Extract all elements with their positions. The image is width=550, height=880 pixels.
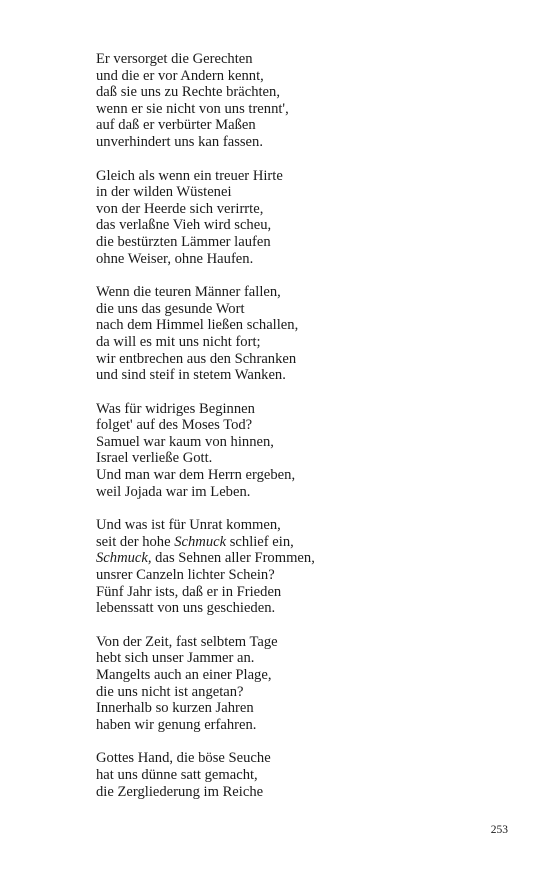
verse-line: Mangelts auch an einer Plage, (96, 667, 272, 683)
verse-segment: seit der hohe (96, 533, 175, 550)
poem-text (96, 51, 516, 817)
stanza (96, 634, 516, 734)
stanza (96, 51, 516, 151)
italic-name: Schmuck (174, 533, 227, 550)
verse-line: in der wilden Wüstenei (96, 184, 232, 201)
verse-line: nach dem Himmel ließen schallen, (96, 317, 299, 334)
verse-line: wir entbrechen aus den Schranken (96, 350, 297, 367)
stanza (96, 401, 516, 501)
stanza (96, 750, 516, 800)
verse-line: wenn er sie nicht von uns trennt', (96, 100, 289, 117)
verse-line (96, 584, 516, 601)
verse-line: folget' auf des Moses Tod? (96, 417, 253, 434)
verse-line (96, 517, 516, 534)
italic-name: Schmuck, (96, 550, 152, 567)
verse-segment: Und was ist für Unrat kommen, (96, 517, 281, 534)
stanza (96, 168, 516, 268)
verse-line (96, 567, 516, 584)
verse-segment: lebenssatt von uns geschieden. (96, 600, 276, 617)
verse-line: ohne Weiser, ohne Haufen. (96, 250, 254, 267)
verse-line: da will es mit uns nicht fort; (96, 333, 261, 350)
verse-line: Und man war dem Herrn ergeben, (96, 467, 296, 484)
verse-line: das verlaßne Vieh wird scheu, (96, 217, 272, 234)
verse-line: Innerhalb so kurzen Jahren (96, 700, 254, 717)
verse-line: hat uns dünne satt gemacht, (96, 766, 258, 783)
verse-line: Er versorget die Gerechten (96, 51, 253, 67)
verse-line: die uns das gesunde Wort (96, 300, 245, 317)
verse-line: Gleich als wenn ein treuer Hirte (96, 167, 283, 184)
verse-line: unverhindert uns kan fassen. (96, 133, 263, 150)
verse-line: und sind steif in stetem Wanken. (96, 367, 286, 384)
verse-line: und die er vor Andern kennt, (96, 67, 264, 84)
stanza (96, 517, 516, 617)
verse-line: daß sie uns zu Rechte brächten, (96, 84, 280, 101)
verse-line: haben wir genung erfahren. (96, 716, 257, 733)
verse-line: die uns nicht ist angetan? (96, 683, 244, 700)
verse-line: Von der Zeit, fast selbtem Tage (96, 633, 278, 650)
verse-line: weil Jojada war im Leben. (96, 483, 251, 500)
page-number: 253 (490, 824, 508, 836)
verse-line: Wenn die teuren Männer fallen, (96, 284, 281, 301)
verse-line (96, 534, 516, 551)
verse-line: Israel verließe Gott. (96, 450, 213, 467)
verse-segment: unsrer Canzeln lichter Schein? (96, 567, 275, 584)
verse-line: auf daß er verbürter Maßen (96, 117, 256, 134)
stanza (96, 284, 516, 384)
verse-line: hebt sich unser Jammer an. (96, 650, 255, 667)
verse-segment: Fünf Jahr ists, daß er in Frieden (96, 583, 282, 600)
verse-segment: schlief ein, (226, 533, 294, 550)
verse-line: die bestürzten Lämmer laufen (96, 233, 271, 250)
verse-line: Was für widriges Beginnen (96, 400, 255, 417)
verse-line: Samuel war kaum von hinnen, (96, 433, 274, 450)
verse-line: die Zergliederung im Reiche (96, 783, 264, 800)
verse-line (96, 550, 516, 567)
verse-segment: das Sehnen aller Frommen, (151, 550, 315, 567)
verse-line: Gottes Hand, die böse Seuche (96, 750, 271, 767)
verse-line: von der Heerde sich verirrte, (96, 200, 264, 217)
verse-line (96, 600, 516, 617)
